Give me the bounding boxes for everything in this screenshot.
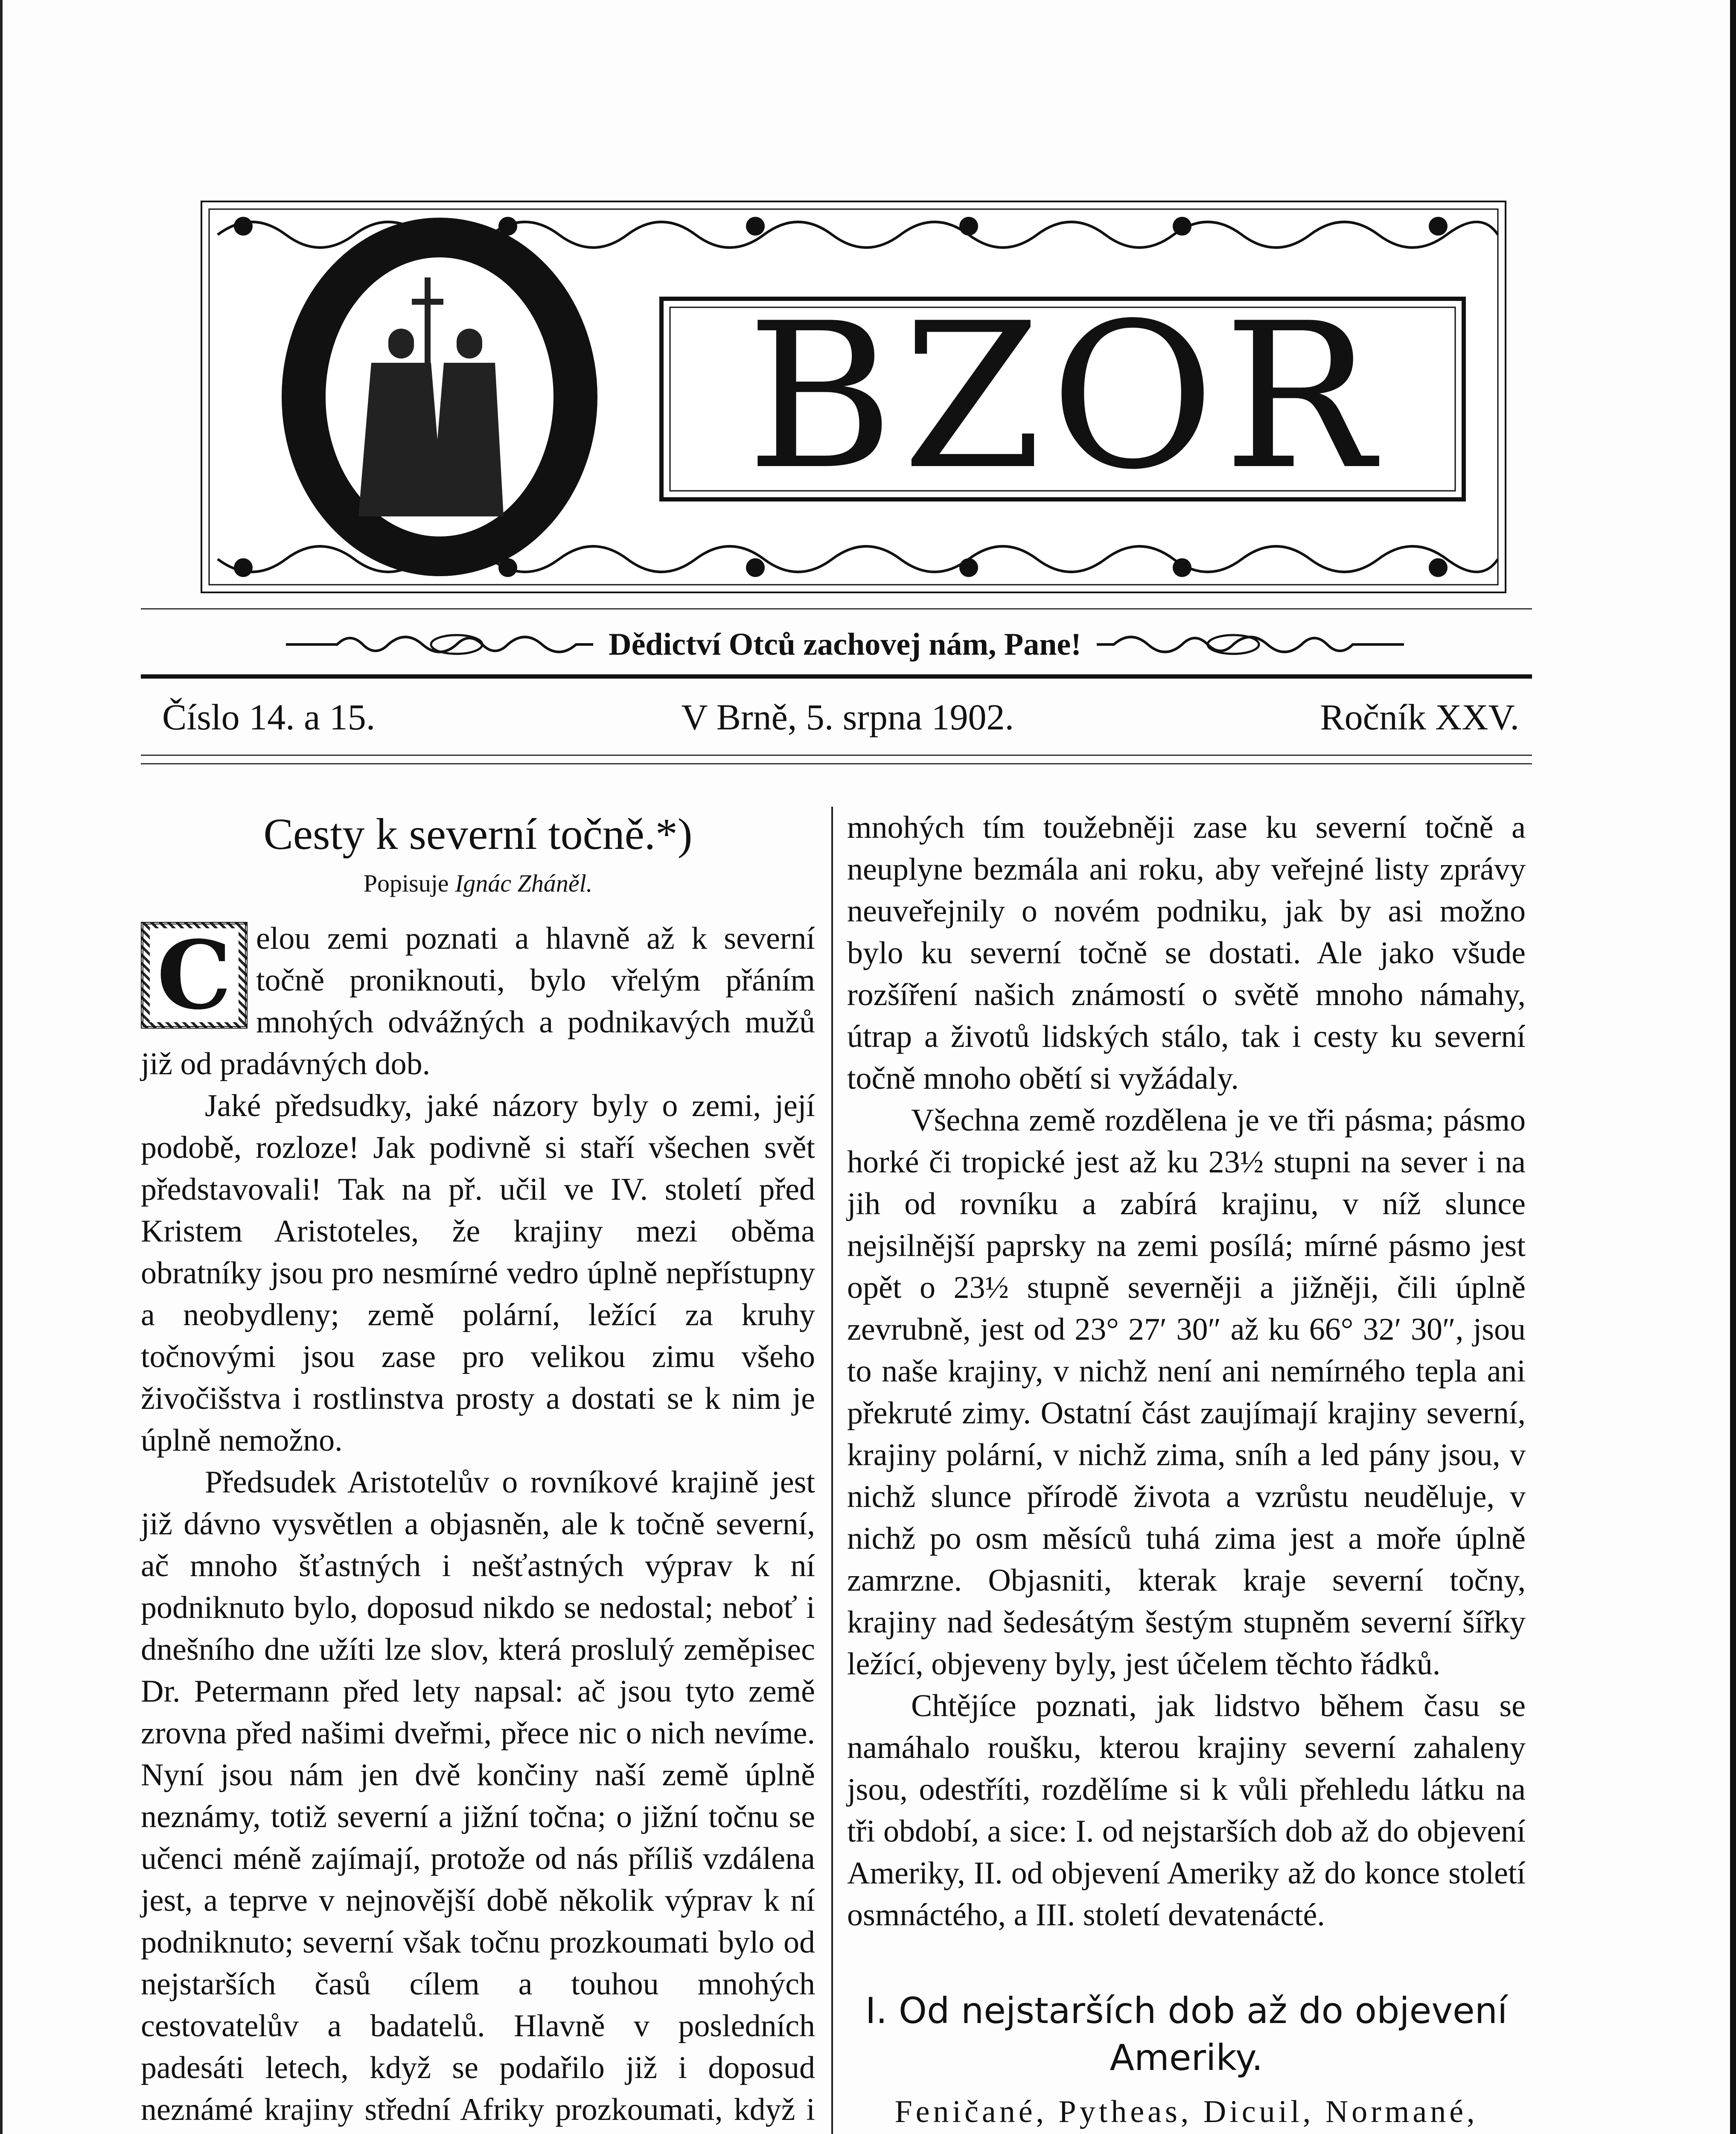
dropcap-letter: C (150, 928, 238, 1022)
right-flourish-icon (1097, 630, 1404, 659)
motto-text: Dědictví Otců zachovej nám, Pane! (609, 627, 1081, 662)
byline-prefix: Popisuje (363, 869, 449, 897)
issue-top-rule (141, 674, 1532, 679)
left-flourish-icon (286, 630, 593, 659)
issue-bottom-rule-2 (141, 763, 1532, 764)
masthead (201, 201, 1506, 593)
issue-bottom-rule-1 (141, 755, 1532, 756)
paragraph-1-text: elou zemi poznati a hlavně až k severní točně proniknouti, bylo vřelým přáním mnohých odvážných a podnikavých mužů již od pradávných dob. (141, 921, 815, 1082)
motto-line (230, 621, 1459, 668)
paragraph-2: Jaké předsudky, jaké názory byly o zemi, její podobě, rozloze! Jak podivně si staří všechen svět představovali! Tak na př. učil ve IV. století před Kristem Aristoteles, že krajiny mezi oběma obratníky jsou pro nesmírné vedro úplně nepřístupny a neobydleny; země polární, ležící za kruhy točnovými jsou zase pro velikou zimu všeho živočišstva i rostlinstva prosty a dostati se k nim je úplně nemožno. (141, 1088, 815, 1458)
section-heading: I. Od nejstarších dob až do objevení Ameriky. (865, 1990, 1508, 2079)
column-divider (831, 807, 833, 2134)
issue-place-date: V Brně, 5. srpna 1902. (681, 697, 1014, 738)
right-column (847, 807, 1526, 2134)
dropcap (141, 922, 248, 1029)
issue-number: Číslo 14. a 15. (162, 697, 376, 738)
paragraph-3: Předsudek Aristotelův o rovníkové krajině jest již dávno vysvětlen a objasněn, ale k točně severní, ač mnoho šťastných i nešťastných výprav k ní podniknuto bylo, doposud nikdo se nedostal; neboť i dnešního dne užíti lze slov, která proslulý zeměpisec Dr. Petermann před lety napsal: ač jsou tyto země zrovna před našimi dveřmi, přece nic o nich nevíme. Nyní jsou nám jen dvě končiny naší země úplně neznámy, totiž severní a jižní točna; o jižní točnu se učenci méně zajímají, protože od nás příliš vzdálena jest, a teprve v nejnovější době několik výprav k ní podniknuto; severní však točnu prozkoumati bylo od nejstarších časů cílem a touhou mnohých cestovatelův a badatelů. Hlavně v posledních padesáti letech, když se podařilo již i doposud neznámé krajiny střední Afriky prozkoumati, když i (141, 1465, 815, 2127)
byline (141, 866, 815, 901)
left-column (141, 807, 815, 2134)
issue-line (162, 696, 1519, 738)
top-rule (141, 608, 1532, 609)
right-paragraph-2: Všechna země rozdělena je ve tři pásma; pásmo horké či tropické jest až ku 23½ stupni na sever i na jih od rovníku a zabírá krajinu, v níž slunce nejsilnější paprsky na zemi posílá; mírné pásmo jest opět o 23½ stupně severněji a jižněji, čili úplně zevrubně, jest od 23° 27′ 30″ až ku 66° 32′ 30″, jsou to naše krajiny, v nichž není ani nemírného tepla ani překruté zimy. Ostatní část zaujímají krajiny severní, krajiny polární, v nichž zima, sníh a led pány jsou, v nichž slunce přírodě života a vzrůstu neuděluje, v nichž po osm měsíců tuhá zima jest a moře úplně zamrzne. Objasniti, kterak kraje severní točny, krajiny nad šedesátým šestým stupněm severní šířky ležící, objeveny byly, jest účelem těchto řádků. (847, 1103, 1526, 1682)
article-title: Cesty k severní točně.*) (263, 810, 693, 859)
issue-volume: Ročník XXV. (1320, 697, 1519, 738)
section-subheading: Feničané, Pytheas, Dicuil, Normané, (894, 2094, 1478, 2129)
paragraph-1 (141, 918, 815, 1085)
right-paragraph-3: Chtějíce poznati, jak lidstvo během času se namáhalo roušku, kterou krajiny severní zahaleny jsou, odestříti, rozdělíme si k vůli přehledu látku na tři období, a sice: I. od nejstarších dob až do objevení Ameriky, II. od objevení Ameriky až do konce století osmnáctého, a III. století devatenácté. (847, 1688, 1526, 1933)
masthead-title: BZOR (746, 280, 1383, 513)
byline-author: Ignác Zháněl. (455, 869, 593, 897)
right-paragraph-1: mnohých tím toužebněji zase ku severní točně a neuplyne bezmála ani roku, aby veřejné listy zprávy neuveřejnily o novém podniku, jak by asi možno bylo ku severní točně se dostati. Ale jako všude rozšíření našich známostí o světě mnoho námahy, útrap a životů lidských stálo, tak i cesty ku severní točně mnoho obětí si vyžádaly. (847, 810, 1526, 1096)
